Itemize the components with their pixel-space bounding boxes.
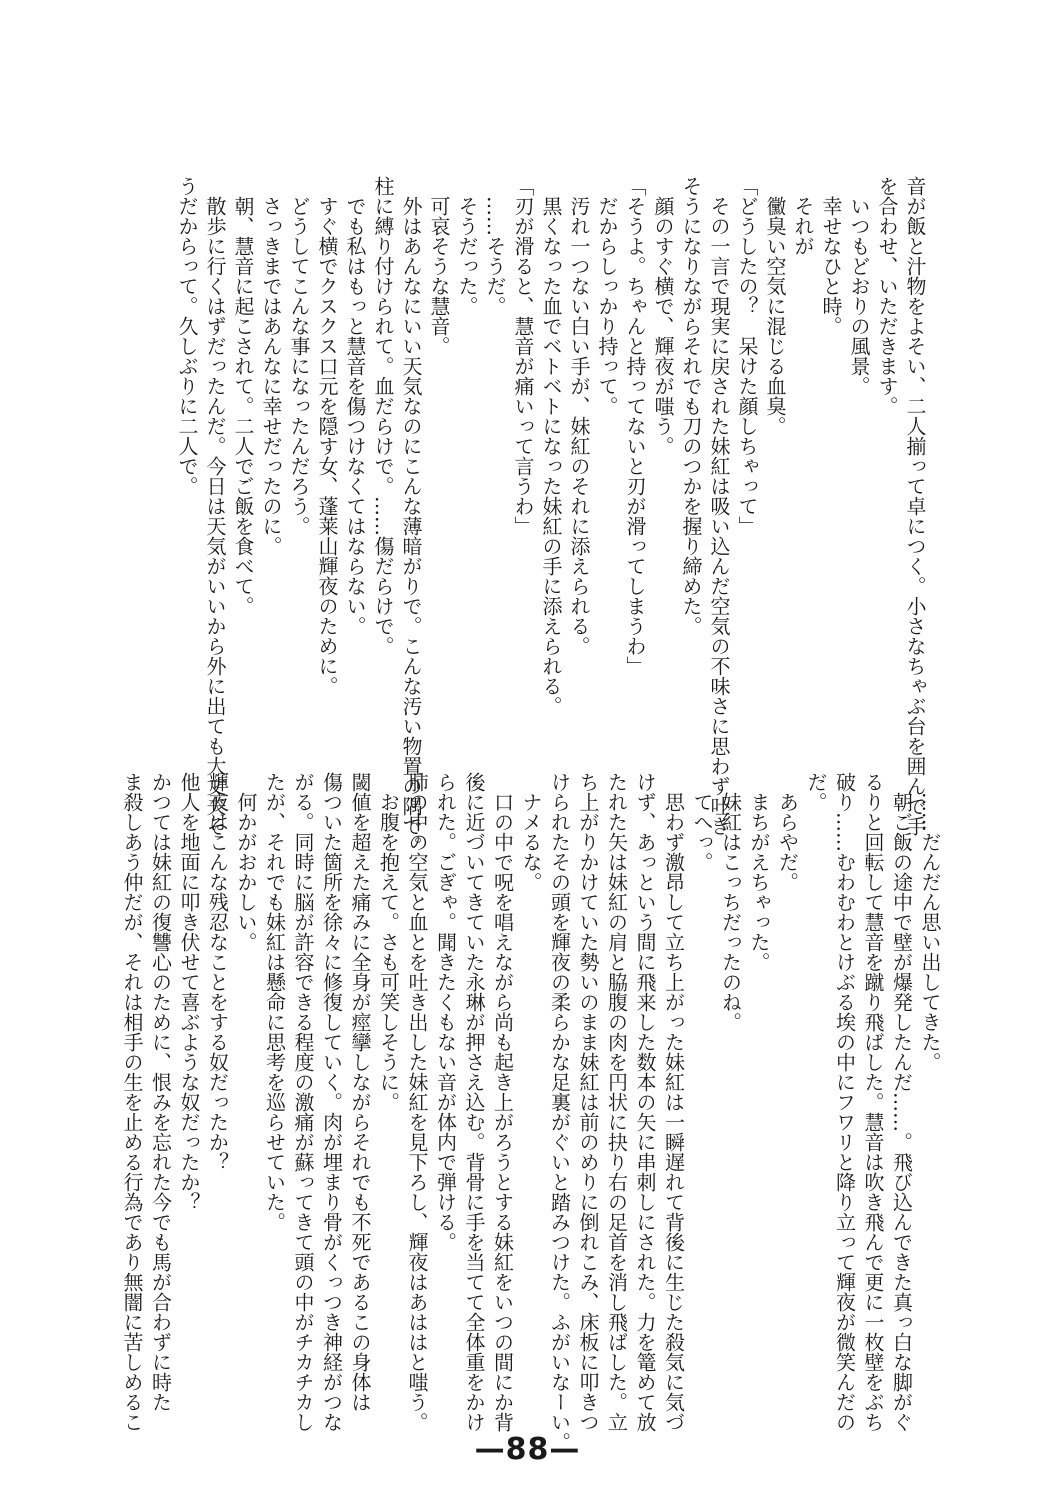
text-line: 傷ついた箇所を徐々に修復していく。肉が埋まり骨がくっつき神経がつな: [319, 772, 344, 1432]
text-line: 朝ご飯の途中で壁が爆発したんだ……。飛び込んできた真っ白な脚がぐ: [889, 772, 914, 1432]
text-line: 可哀そうな慧音。: [427, 176, 451, 356]
text-line: 幸せなひと時。: [819, 176, 843, 336]
text-line: かつては妹紅の復讐心のために、恨みを忘れた今でも馬が合わずに時た: [148, 772, 173, 1412]
text-line: 外はあんなにいい天気なのにこんな薄暗がりで。こんな汚い物置の隅で。: [399, 176, 423, 856]
text-line: 「刃が滑ると、慧音が痛いって言うわ」: [511, 176, 535, 536]
text-line: 輝夜はこんな残忍なことをする奴だったか？: [205, 772, 230, 1172]
text-line: 閾値を超えた痛みに全身が痙攣しながらそれでも不死であるこの身体は: [348, 772, 372, 1412]
text-line: その一言で現実に戻された妹紅は吸い込んだ空気の不味さに思わず吐き: [707, 176, 731, 836]
text-line: 黒くなった血でベトベトになった妹紅の手に添えられる。: [539, 176, 563, 716]
text-line: でも私はもっと慧音を傷つけなくてはならない。: [343, 176, 367, 636]
text-line: 「どうしたの？ 呆けた顔しちゃって」: [735, 176, 759, 536]
text-line: るりと回転して慧音を蹴り飛ばした。慧音は吹き飛んで更に一枚壁をぶち: [861, 772, 885, 1432]
text-line: いつもどおりの風景。: [847, 176, 871, 396]
text-line: 破り……むわむわとけぶる埃の中にフワリと降り立って輝夜が微笑んだの: [832, 772, 857, 1432]
text-line: うだからって。久しぶりに二人で。: [175, 176, 199, 496]
text-line: 後に近づいてきていた永琳が押さえ込む。背骨に手を当てて全体重をかけ: [462, 772, 486, 1432]
text-line: 黴臭い空気に混じる血臭。: [763, 176, 787, 436]
text-line: それが: [791, 176, 815, 256]
text-line: 肺の中の空気と血とを吐き出した妹紅を見下ろし、輝夜はあははと嗤う。: [405, 772, 429, 1432]
text-line: ……だんだん思い出してきた。: [918, 772, 942, 1072]
text-line: られた。ごぎゃ。聞きたくもない音が体内で弾ける。: [433, 772, 458, 1252]
text-line: ナメるな。: [519, 772, 543, 892]
text-line: だ。: [804, 772, 828, 812]
text-line: だからしっかり持って。: [595, 176, 619, 416]
text-line: 汚れ一つない白い手が、妹紅のそれに添えられる。: [567, 176, 591, 656]
text-line: 口の中で呪を唱えながら尚も起き上がろうとする妹紅をいつの間にか背: [490, 772, 515, 1432]
text-line: 思わず激昂して立ち上がった妹紅は一瞬遅れて背後に生じた殺気に気づ: [661, 772, 686, 1432]
text-line: すぐ横でクスクス口元を隠す女、蓬莱山輝夜のために。: [315, 176, 339, 696]
text-line: さっきまではあんなに幸せだったのに。: [259, 176, 283, 556]
page-number: —88—: [474, 1432, 581, 1467]
text-line: どうしてこんな事になったんだろう。: [287, 176, 311, 536]
text-line: てへっ。: [690, 772, 714, 872]
text-line: ち上がりかけていた勢いのまま妹紅は前のめりに倒れこみ、床板に叩きつ: [576, 772, 600, 1432]
text-line: まちがえちゃった。: [747, 772, 771, 972]
text-line: お腹を抱えて。さも可笑しそうに。: [376, 772, 401, 1112]
text-line: 柱に縛り付けられて。血だらけで。……傷だらけで。: [371, 176, 395, 656]
text-line: たれた矢は妹紅の肩と脇腹の肉を円状に抉り右の足首を消し飛ばした。立: [604, 772, 629, 1432]
text-line: そうになりながらそれでも刀のつかを握り締めた。: [679, 176, 703, 636]
text-line: ……そうだ。: [483, 176, 507, 316]
text-line: 他人を地面に叩き伏せて喜ぶような奴だったか？: [177, 772, 201, 1212]
text-line: けず、あっという間に飛来した数本の矢に串刺しにされた。力を篭めて放: [633, 772, 657, 1432]
text-line: あらやだ。: [775, 772, 800, 892]
text-line: 何かがおかしい。: [234, 772, 258, 952]
text-line: 「そうよ。ちゃんと持ってないと刃が滑ってしまうわ」: [623, 176, 647, 676]
text-line: 顔のすぐ横で、輝夜が嗤う。: [651, 176, 675, 456]
text-line: ま殺しあう仲だが、それは相手の生を止める行為であり無闇に苦しめるこ: [120, 772, 144, 1432]
text-line: 妹紅はこっちだったのね。: [718, 772, 743, 1032]
text-line: たが、それでも妹紅は懸命に思考を巡らせていた。: [262, 772, 287, 1232]
text-line: 散歩に行くはずだったんだ。今日は天気がいいから外に出ても大丈夫そ: [203, 176, 227, 836]
text-line: けられたその頭を輝夜の柔らかな足裏がぐいと踏みつけた。ふがいなーい。: [547, 772, 572, 1452]
text-line: がる。同時に脳が許容できる程度の激痛が蘇ってきて頭の中がチカチカし: [291, 772, 315, 1432]
text-line: そうだった。: [455, 176, 479, 316]
text-line: 朝、慧音に起こされて。二人でご飯を食べて。: [231, 176, 255, 616]
text-line: を合わせ、いただきます。: [875, 176, 899, 416]
text-line: 音が飯と汁物をよそい、二人揃って卓につく。小さなちゃぶ台を囲んで手: [903, 176, 927, 836]
